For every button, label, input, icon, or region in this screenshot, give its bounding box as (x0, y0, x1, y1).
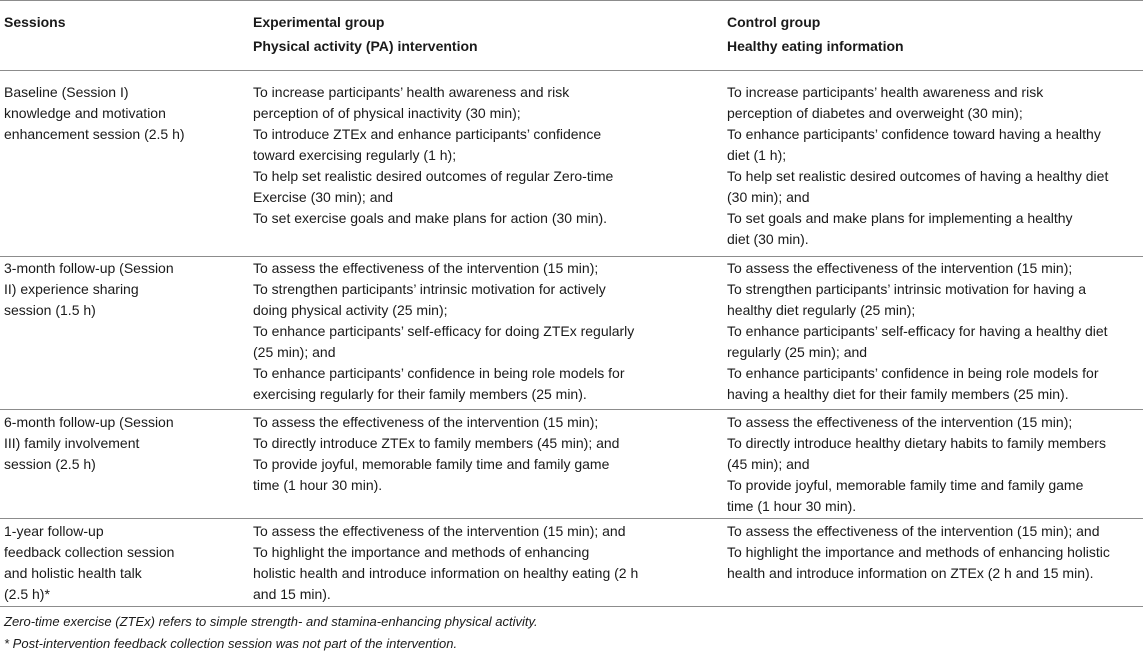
session-line: knowledge and motivation (4, 105, 166, 121)
experimental-line: To increase participants’ health awareness and risk (253, 84, 570, 100)
control-cell (727, 258, 1139, 405)
session-cell (4, 82, 234, 145)
control-line: perception of diabetes and overweight (30 min); (727, 105, 1023, 121)
experimental-line: To assess the effectiveness of the intervention (15 min); (253, 414, 599, 430)
experimental-line: To provide joyful, memorable family time and family game (253, 456, 610, 472)
experimental-line: To enhance participants’ self-efficacy for doing ZTEx regularly (253, 323, 635, 339)
session-line: Baseline (Session I) (4, 84, 129, 100)
control-line: healthy diet regularly (25 min); (727, 302, 916, 318)
table-footnotes (4, 611, 538, 655)
header-experimental (253, 10, 478, 58)
control-line: To assess the effectiveness of the intervention (15 min); (727, 414, 1073, 430)
control-line: To help set realistic desired outcomes of having a healthy diet (727, 168, 1109, 184)
experimental-line: time (1 hour 30 min). (253, 477, 383, 493)
experimental-line: toward exercising regularly (1 h); (253, 147, 457, 163)
session-line: III) family involvement (4, 435, 140, 451)
control-line: regularly (25 min); and (727, 344, 868, 360)
session-line: session (1.5 h) (4, 302, 96, 318)
control-line: To enhance participants’ confidence in being role models for (727, 365, 1099, 381)
header-experimental-subtitle: Physical activity (PA) intervention (253, 38, 478, 54)
control-line: diet (30 min). (727, 231, 809, 247)
control-line: time (1 hour 30 min). (727, 498, 857, 514)
experimental-line: perception of of physical inactivity (30 min); (253, 105, 521, 121)
experimental-line: holistic health and introduce information on healthy eating (2 h (253, 565, 639, 581)
control-line: To directly introduce healthy dietary habits to family members (727, 435, 1106, 451)
control-line: To strengthen participants’ intrinsic motivation for having a (727, 281, 1086, 297)
control-line: To provide joyful, memorable family time and family game (727, 477, 1084, 493)
experimental-cell (253, 82, 713, 229)
control-line: (30 min); and (727, 189, 810, 205)
footnote-ztex: Zero-time exercise (ZTEx) refers to simple strength- and stamina-enhancing physical activity. (4, 614, 538, 629)
experimental-line: To help set realistic desired outcomes of regular Zero-time (253, 168, 614, 184)
experimental-line: To strengthen participants’ intrinsic motivation for actively (253, 281, 606, 297)
session-line: II) experience sharing (4, 281, 139, 297)
header-control-subtitle: Healthy eating information (727, 38, 904, 54)
session-line: session (2.5 h) (4, 456, 96, 472)
experimental-line: doing physical activity (25 min); (253, 302, 448, 318)
row-rule (0, 256, 1143, 257)
control-cell (727, 412, 1139, 517)
experimental-line: and 15 min). (253, 586, 331, 602)
experimental-line: To assess the effectiveness of the intervention (15 min); (253, 260, 599, 276)
control-line: To enhance participants’ self-efficacy for having a healthy diet (727, 323, 1108, 339)
experimental-line: To enhance participants’ confidence in being role models for (253, 365, 625, 381)
table-header (0, 0, 1143, 68)
bottom-rule (0, 606, 1143, 607)
footnote-asterisk: * Post-intervention feedback collection session was not part of the intervention. (4, 636, 458, 651)
header-rule (0, 70, 1143, 71)
session-cell (4, 412, 234, 475)
experimental-line: To assess the effectiveness of the intervention (15 min); and (253, 523, 626, 539)
experimental-line: To directly introduce ZTEx to family members (45 min); and (253, 435, 620, 451)
header-experimental-title: Experimental group (253, 14, 385, 30)
session-cell (4, 521, 234, 605)
experimental-line: To set exercise goals and make plans for action (30 min). (253, 210, 608, 226)
session-line: 3-month follow-up (Session (4, 260, 174, 276)
experimental-line: Exercise (30 min); and (253, 189, 394, 205)
experimental-line: To highlight the importance and methods of enhancing (253, 544, 590, 560)
session-line: and holistic health talk (4, 565, 142, 581)
session-line: feedback collection session (4, 544, 175, 560)
experimental-line: exercising regularly for their family members (25 min). (253, 386, 587, 402)
control-line: To highlight the importance and methods of enhancing holistic (727, 544, 1110, 560)
session-line: 1-year follow-up (4, 523, 104, 539)
control-cell (727, 521, 1139, 584)
header-sessions: Sessions (4, 14, 66, 30)
row-rule (0, 518, 1143, 519)
control-cell (727, 82, 1139, 250)
control-line: To enhance participants’ confidence toward having a healthy (727, 126, 1101, 142)
session-line: enhancement session (2.5 h) (4, 126, 185, 142)
header-control (727, 10, 904, 58)
control-line: To increase participants’ health awareness and risk (727, 84, 1044, 100)
experimental-line: (25 min); and (253, 344, 336, 360)
control-line: To set goals and make plans for implementing a healthy (727, 210, 1073, 226)
control-line: diet (1 h); (727, 147, 787, 163)
experimental-cell (253, 412, 713, 496)
session-line: 6-month follow-up (Session (4, 414, 174, 430)
header-control-title: Control group (727, 14, 821, 30)
control-line: having a healthy diet for their family members (25 min). (727, 386, 1069, 402)
session-line: (2.5 h)* (4, 586, 50, 602)
control-line: To assess the effectiveness of the intervention (15 min); (727, 260, 1073, 276)
control-line: health and introduce information on ZTEx (2 h and 15 min). (727, 565, 1094, 581)
control-line: (45 min); and (727, 456, 810, 472)
experimental-cell (253, 258, 713, 405)
experimental-cell (253, 521, 713, 605)
session-cell (4, 258, 234, 321)
row-rule (0, 409, 1143, 410)
experimental-line: To introduce ZTEx and enhance participants’ confidence (253, 126, 602, 142)
control-line: To assess the effectiveness of the intervention (15 min); and (727, 523, 1100, 539)
